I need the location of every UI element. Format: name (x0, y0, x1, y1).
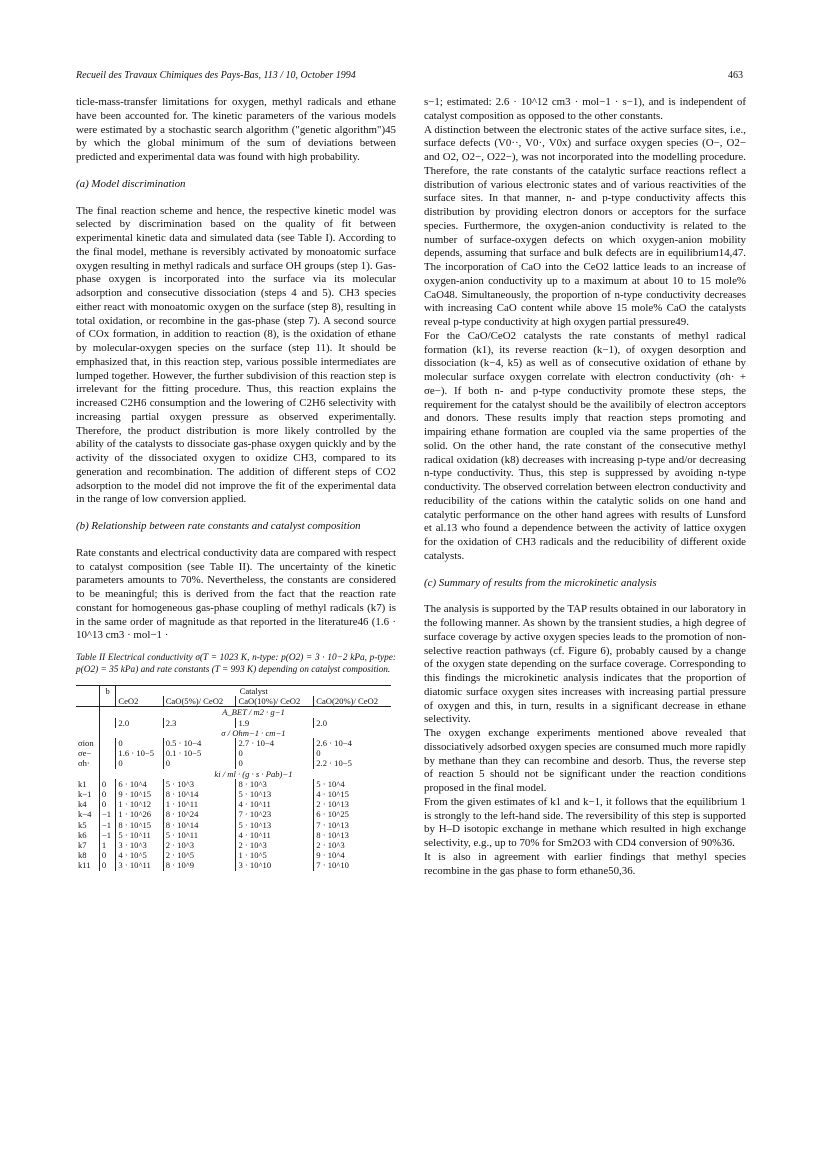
row-label: k−4 (78, 809, 92, 820)
table-cell: 7 · 10^10 (314, 860, 391, 870)
section-heading-b: (b) Relationship between rate constants and catalyst composition (76, 520, 361, 532)
b-exponent: 0 (99, 850, 115, 860)
table-cell: 2 · 10^3 (236, 840, 314, 850)
table-cell: 8 · 10^14 (163, 820, 236, 830)
table-row (76, 738, 391, 748)
table-cell: 3 · 10^11 (116, 860, 163, 870)
table-row (76, 748, 391, 758)
b-exponent: 0 (99, 799, 115, 809)
table-cell: 8 · 10^13 (314, 830, 391, 840)
table-cell: 0 (236, 758, 314, 768)
table-cell: 0 (236, 748, 314, 758)
row-label: k11 (78, 860, 91, 871)
table-row (76, 860, 391, 870)
table-cell: 3 · 10^3 (116, 840, 163, 850)
table-cell: 2 · 10^3 (314, 840, 391, 850)
table-cell: 5 · 10^4 (314, 779, 391, 789)
table-cell: 4 · 10^15 (314, 789, 391, 799)
table-cell: 9 · 10^15 (116, 789, 163, 799)
table-cell: 8 · 10^14 (163, 789, 236, 799)
row-label: k8 (78, 850, 87, 861)
paragraph: From the given estimates of k1 and k−1, it follows that the equilibrium 1 is strongly to the left-hand side. The reversibility of this step is supported by H–D isotopic exchange in methane which resulted in high exchange selectivity, e.g., up to 70% for Sm2O3 with CD4 conversion of 90%36. (424, 795, 746, 849)
unit-row: ki / ml · (g · s · Pab)−1 (214, 768, 293, 779)
unit-row: σ / Ohm−1 · cm−1 (221, 727, 286, 738)
row-label: k5 (78, 819, 87, 830)
table-cell: 1 · 10^12 (116, 799, 163, 809)
table-cell: 5 · 10^13 (236, 789, 314, 799)
table-cell: 8 · 10^3 (236, 779, 314, 789)
column-header: CaO(20%)/ CeO2 (314, 696, 391, 707)
table-cell: 2.0 (314, 718, 391, 728)
row-label: σion (78, 738, 94, 749)
table-row (76, 830, 391, 840)
table-cell: 1 · 10^11 (163, 799, 236, 809)
table-cell: 6 · 10^4 (116, 779, 163, 789)
table-cell: 5 · 10^13 (236, 820, 314, 830)
table-cell: 7 · 10^13 (314, 820, 391, 830)
table-cell: 1 · 10^5 (236, 850, 314, 860)
row-label: k7 (78, 840, 87, 851)
table-cell: 3 · 10^10 (236, 860, 314, 870)
table-cell: 2.3 (163, 718, 236, 728)
table-cell: 2.0 (116, 718, 163, 728)
unit-row: A_BET / m2 · g−1 (222, 707, 285, 718)
table-row (76, 840, 391, 850)
table-cell: 5 · 10^11 (116, 830, 163, 840)
table-cell: 2 · 10^13 (314, 799, 391, 809)
table-b-header: b (99, 686, 115, 697)
b-exponent: 0 (99, 860, 115, 870)
column-header: CaO(5%)/ CeO2 (163, 696, 236, 707)
row-label: σe− (78, 748, 92, 759)
table-cell: 2 · 10^5 (163, 850, 236, 860)
table-row (76, 789, 391, 799)
table-cell: 8 · 10^15 (116, 820, 163, 830)
table-row (76, 809, 391, 819)
table-cell: 1.6 · 10−5 (116, 748, 163, 758)
table-cell: 7 · 10^23 (236, 809, 314, 819)
table-cell: 8 · 10^24 (163, 809, 236, 819)
rate-constant-rows (76, 779, 391, 871)
paragraph: The final reaction scheme and hence, the respective kinetic model was selected by discrimination based on the quality of fit between experimental kinetic data and simulated data (see Table I). According to the final model, methane is reversibly activated by monoatomic surface oxygen resulting in methyl radicals and surface OH groups (step 1). Gas-phase oxygen is incorporated into the surface via its molecular adsorption and consecutive dissociation (steps 4 and 5). CH3 species either react with monoatomic oxygen on the surface (step 8), resulting in total oxidation, or recombine in the gas-phase (step 7). A second source of COx formation, in addition to reaction (8), is the oxidation of ethane by molecular-oxygen species on the surface (step 11). It should be emphasized that, in this reaction step, various possible intermediates are lumped together. However, the further subdivision of this reaction step is irrelevant for the fitting procedure. Thus, this reaction explains the increased C2H6 consumption and the lowering of C2H6 selectivity with increasing partial oxygen pressure as observed experimentally. Therefore, the product distribution is more likely controlled by the ability of the catalysts to dissociate gas-phase oxygen quickly and by the activity of the dissociated oxygen to oxidize CH3, compared to its generation and recombination. The addition of different steps of CO2 adsorption to the model did not improve the fit of the experimental data in the range of low conversion applied. (76, 204, 396, 506)
b-exponent: −1 (99, 809, 115, 819)
b-exponent: 1 (99, 840, 115, 850)
right-column (424, 96, 746, 878)
paragraph: Rate constants and electrical conductivity data are compared with respect to catalyst composition (see Table II). The uncertainty of the kinetic parameters amounts to 70%. Nevertheless, the constants are considered to be meaningful; this is derived from the fact that the reaction rate constant for homogeneous gas-phase coupling of methyl radicals (k7) is in the same order of magnitude as that reported in the literature46 (1.6 · 10^13 cm3 · mol−1 · (76, 546, 396, 642)
page-number: 463 (728, 70, 743, 81)
row-label: σh· (78, 758, 90, 769)
table-cell: 8 · 10^9 (163, 860, 236, 870)
table-cell: 2.2 · 10−5 (314, 758, 391, 768)
table-row (76, 799, 391, 809)
table-cell: 0.1 · 10−5 (163, 748, 236, 758)
table-cell: 6 · 10^25 (314, 809, 391, 819)
table-cell: 1 · 10^26 (116, 809, 163, 819)
paragraph: For the CaO/CeO2 catalysts the rate constants of methyl radical formation (k1), its reverse reaction (k−1), of oxygen desorption and dissociation (k−4, k5) as well as of consecutive oxidation of ethane by molecular surface oxygen correlate with electron conductivity (σh· + σe−). If both n- and p-type conductivity promote these steps, the requirement for the catalyst should be the availibily of electron acceptors and donors. These results imply that reaction steps promoting and impairing ethane formation are coupled via the same properties of the solid. On the other hand, the rate constant of the consecutive methyl radical oxidation (k8) decreases with increasing p-type and/or decreasing n-type conductivity. Thus, this step is suppressed by avoiding n-type conductivity. The observed correlation between electron conductivity and reducibility of the cations within the catalytic solids on one hand and catalytic performance on the other hand agrees with results of Lunsford et al.13 who found a dependence between the activity of lattice oxygen for the oxidation of CH3 radicals and the reducibility of different oxide catalysts. (424, 329, 746, 562)
b-exponent: 0 (99, 789, 115, 799)
paragraph: The oxygen exchange experiments mentioned above revealed that dissociatively adsorbed oxygen species are consumed much more rapidly by methane than they can recombine and desorb. Thus, the reverse step of reaction 5 should not be significant under the reaction conditions proposed in the final model. (424, 727, 746, 794)
table-cell: 2 · 10^3 (163, 840, 236, 850)
paragraph: A distinction between the electronic states of the active surface sites, i.e., surface defects (V0··, V0·, V0x) and surface oxygen species (O−, O2− and O2, O2−, O22−), was not incorporated into the modelling procedure. Therefore, the rate constants of the catalytic surface reactions reflect a distribution of various electronic states and of various reactivities of the surface sites. In that manner, n- and p-type conductivity affects this distribution by providing electron donors or acceptors for the surface species. Furthermore, the oxygen-anion conductivity is related to the number of surface-oxygen defects on which oxygen-anion mobility depends, assuming that surface and bulk defects are in equilibrium14,47. The incorporation of CaO into the CeO2 lattice leads to an increase of oxygen-anion conductivity up to a maximum at about 10 to 15 mole% CaO48. Simultaneously, the proportion of n-type conductivity decreases with increasing CaO content while above 15 mole% CaO the catalysts reveal p-type conductivity at high oxygen partial pressure49. (424, 123, 746, 328)
journal-citation: Recueil des Travaux Chimiques des Pays-Bas, 113 / 10, October 1994 (76, 70, 356, 81)
table-cell: 5 · 10^3 (163, 779, 236, 789)
b-exponent: 0 (99, 779, 115, 789)
paragraph: ticle-mass-transfer limitations for oxygen, methyl radicals and ethane have been accounted for. The kinetic parameters of the various models were estimated by a stochastic search algorithm ("genetic algorithm")45 by which the global minimum of the sum of deviations between predicted and experimental data was found with high probability. (76, 96, 396, 163)
table-caption: Table II Electrical conductivity σ(T = 1023 K, n-type: p(O2) = 3 · 10−2 kPa, p-type: p(O2) = 35 kPa) and rate constants (T = 993 K) depending on catalyst composition. (76, 653, 396, 675)
table-cell: 9 · 10^4 (314, 850, 391, 860)
column-header: CeO2 (116, 696, 163, 707)
b-exponent: −1 (99, 820, 115, 830)
section-heading-c: (c) Summary of results from the microkinetic analysis (424, 576, 657, 589)
row-label: k4 (78, 799, 87, 810)
table-row (76, 779, 391, 789)
running-header (76, 70, 743, 86)
left-column (76, 96, 396, 871)
table-cell: 4 · 10^11 (236, 799, 314, 809)
table-catalyst-header: Catalyst (116, 686, 391, 697)
table-cell: 4 · 10^11 (236, 830, 314, 840)
table-row (76, 820, 391, 830)
table-cell: 0.5 · 10−4 (163, 738, 236, 748)
row-label: k−1 (78, 789, 92, 800)
column-header: CaO(10%)/ CeO2 (236, 696, 314, 707)
table-cell: 5 · 10^11 (163, 830, 236, 840)
table-cell: 2.6 · 10−4 (314, 738, 391, 748)
table-cell: 2.7 · 10−4 (236, 738, 314, 748)
table-cell: 4 · 10^5 (116, 850, 163, 860)
b-exponent: −1 (99, 830, 115, 840)
table-cell: 1.9 (236, 718, 314, 728)
table-row (76, 850, 391, 860)
table-row (76, 758, 391, 768)
paragraph: The analysis is supported by the TAP results obtained in our laboratory in the following manner. As shown by the transient studies, a high degree of surface coverage by active oxygen species leads to the promotion of non-selective reaction pathways (cf. Figure 6), probably caused by a change of the oxygen state depending on the surface coverage. Corresponding to this findings the microkinetic analysis indicates that the proportion of diatomic surface oxygen sites increases with increasing partial pressure of oxygen and this, in turn, results in a significant decrease in ethane selectivity. (424, 603, 746, 726)
row-label: k6 (78, 829, 87, 840)
table-cell: 0 (163, 758, 236, 768)
table-cell: 0 (116, 758, 163, 768)
row-label: k1 (78, 778, 87, 789)
table-cell: 0 (116, 738, 163, 748)
table-ii (76, 685, 391, 871)
paragraph: s−1; estimated: 2.6 · 10^12 cm3 · mol−1 · s−1), and is independent of catalyst composition as opposed to the other constants. (424, 96, 746, 122)
section-heading-a: (a) Model discrimination (76, 177, 186, 190)
table-cell: 0 (314, 748, 391, 758)
paragraph: It is also in agreement with earlier findings that methyl species recombine in the gas phase to form ethane50,36. (424, 850, 746, 877)
